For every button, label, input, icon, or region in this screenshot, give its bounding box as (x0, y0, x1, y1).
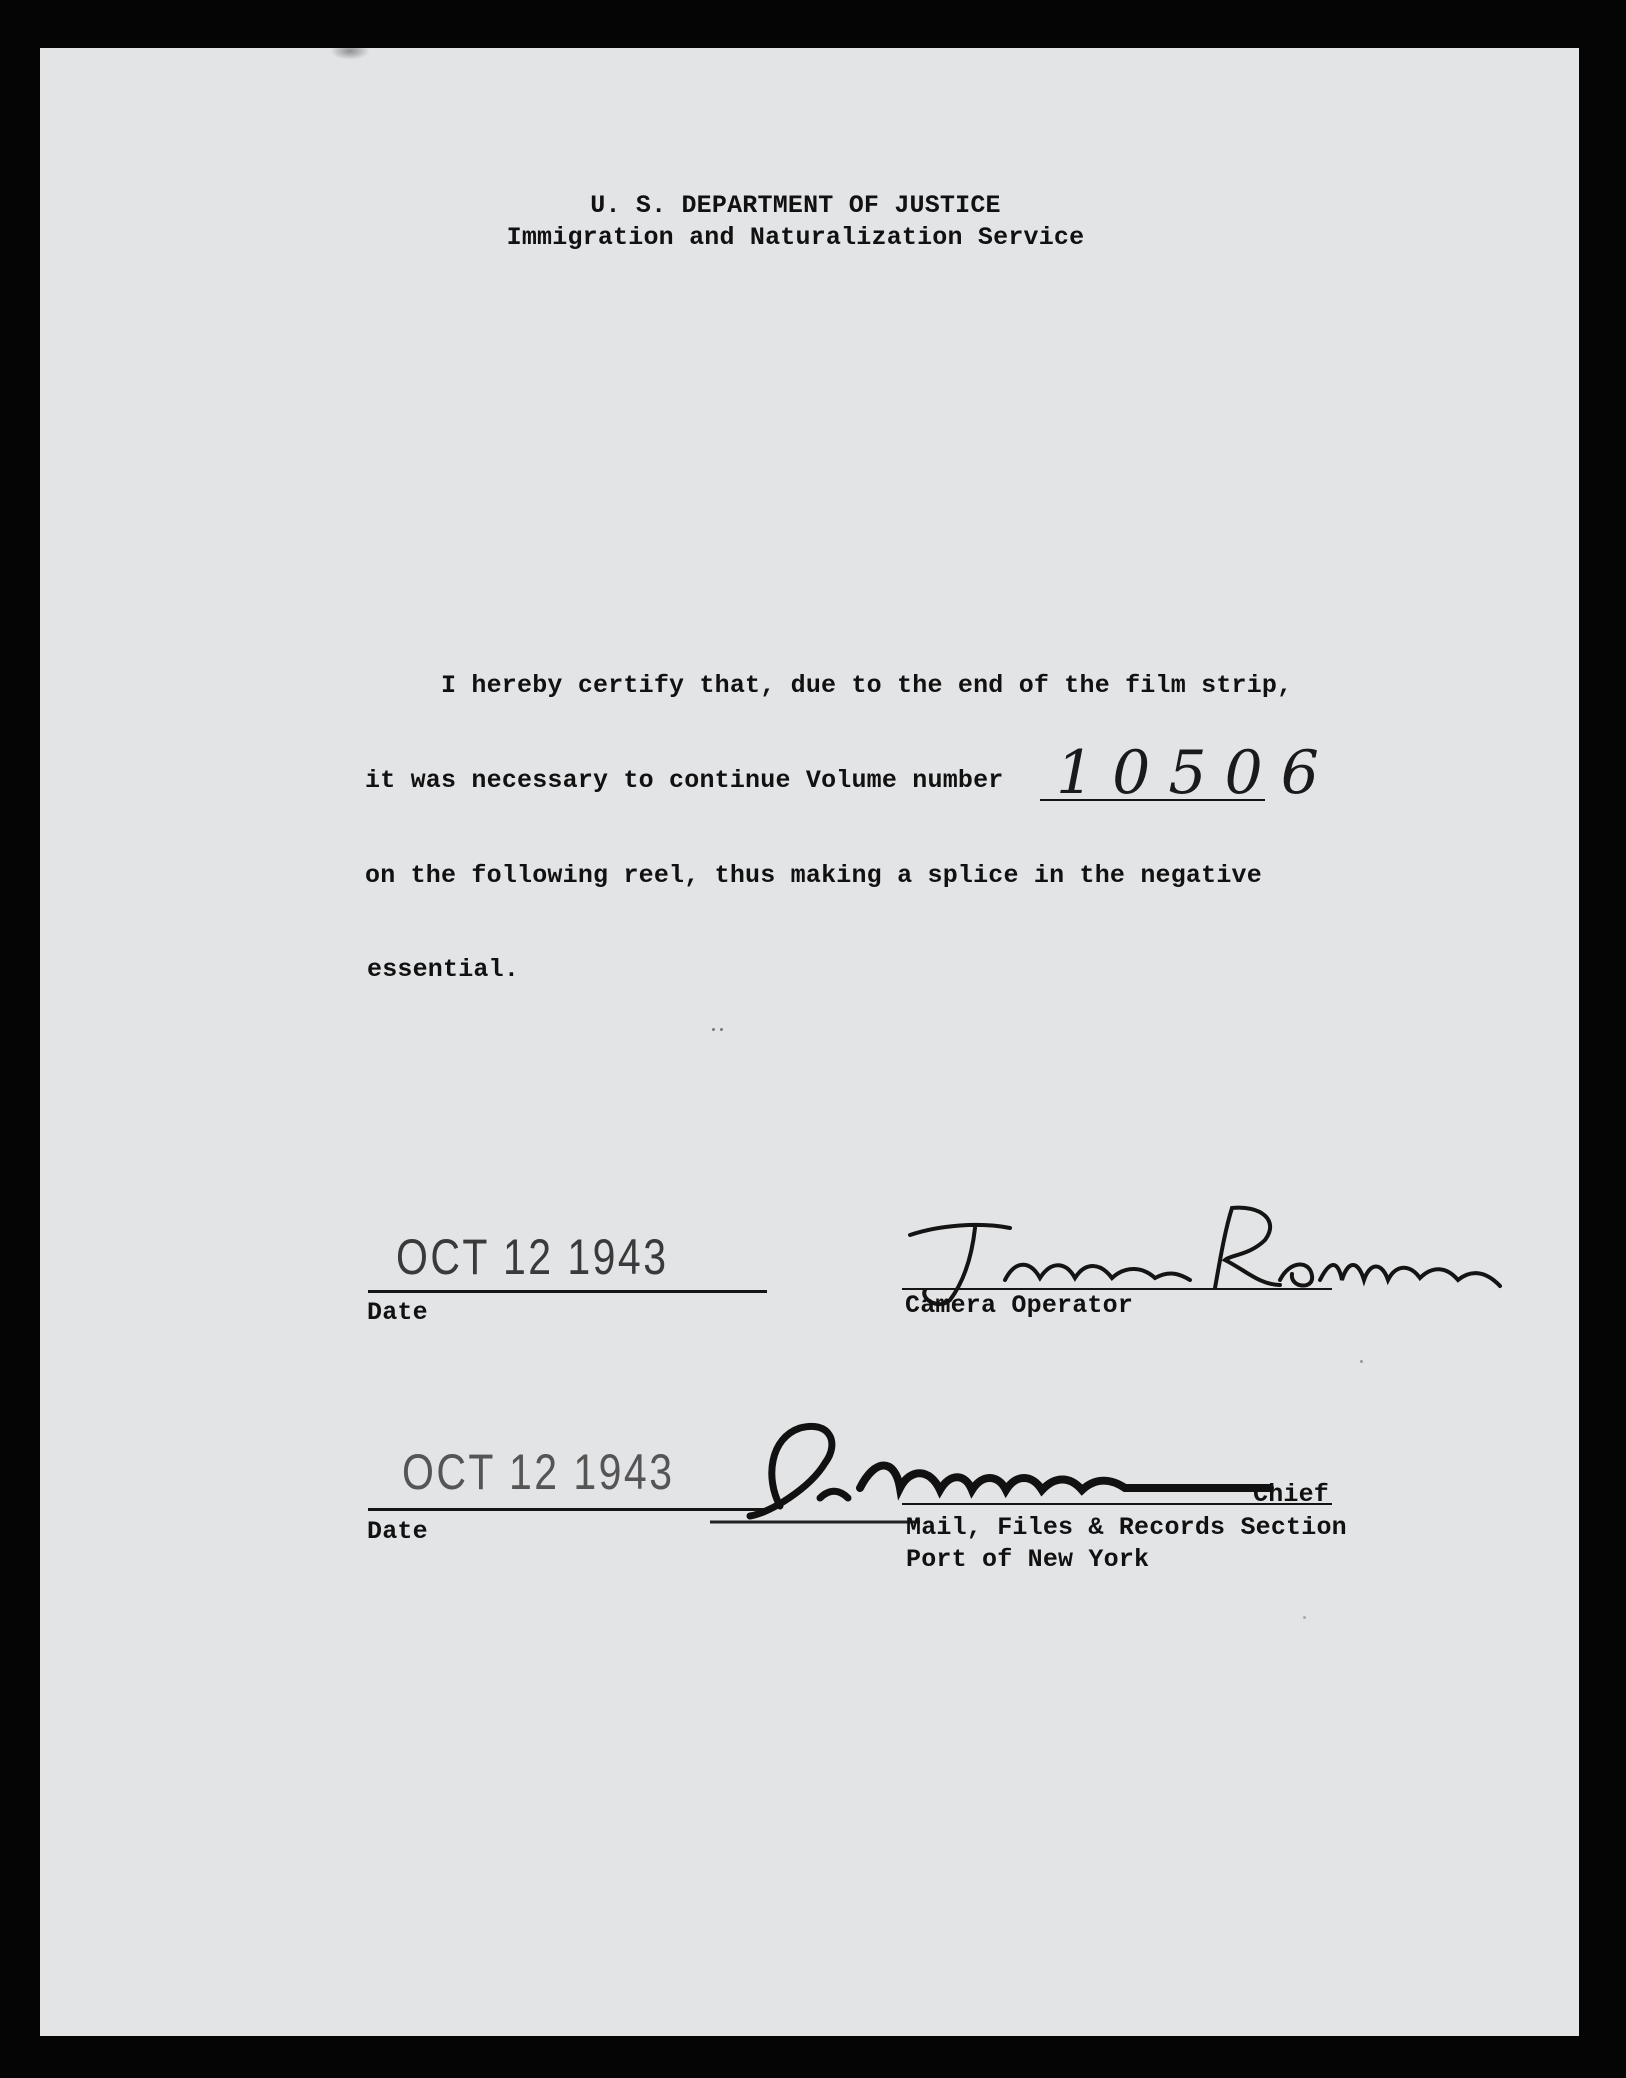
camera-operator-line (902, 1288, 1332, 1290)
camera-date-line (368, 1290, 767, 1293)
camera-date-label: Date (367, 1298, 428, 1327)
chief-section-label: Mail, Files & Records Section (906, 1513, 1347, 1542)
paper-speck (1360, 1360, 1363, 1363)
camera-date-stamp: OCT 12 1943 (396, 1229, 669, 1285)
certificate-line-1: I hereby certify that, due to the end of the film strip, (441, 671, 1293, 700)
camera-operator-label: Camera Operator (905, 1291, 1134, 1320)
chief-date-line (368, 1508, 767, 1511)
paper-smudge (330, 48, 370, 60)
chief-date-stamp: OCT 12 1943 (402, 1444, 675, 1500)
chief-title-label: Chief (1253, 1480, 1330, 1509)
chief-port-label: Port of New York (906, 1545, 1150, 1574)
agency-heading: U. S. DEPARTMENT OF JUSTICE (590, 191, 1001, 220)
chief-date-label: Date (367, 1517, 428, 1546)
certificate-line-2-prefix: it was necessary to continue Volume number (365, 766, 1004, 795)
paper-speck (720, 1028, 723, 1031)
volume-number-handwritten: 10506 (1056, 738, 1337, 808)
paper-speck (1303, 1616, 1306, 1619)
paper-speck (712, 1028, 715, 1031)
document-page (40, 48, 1579, 2036)
service-heading: Immigration and Naturalization Service (506, 223, 1085, 252)
certificate-line-4: essential. (367, 955, 520, 984)
certificate-line-3: on the following reel, thus making a splice in the negative (365, 861, 1262, 890)
chief-signature (710, 1418, 1290, 1528)
